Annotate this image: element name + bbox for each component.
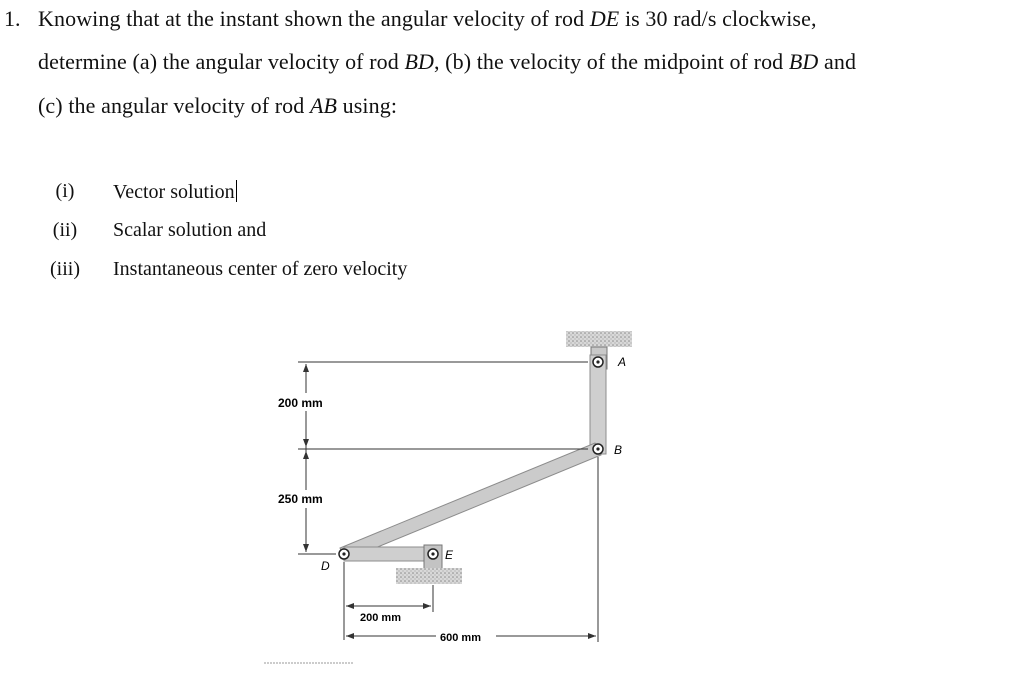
dimension-label: 200 mm [278, 396, 323, 410]
method-number: (ii) [52, 219, 78, 241]
label-b: B [614, 443, 623, 457]
problem-text: using: [337, 93, 398, 118]
method-number: (iii) [50, 258, 80, 280]
rod-ab [590, 355, 606, 454]
ground-support [396, 568, 462, 584]
question-number: 1. [4, 6, 21, 31]
label-a: A [618, 355, 627, 369]
method-text: Scalar solution and [113, 219, 267, 241]
problem-text: is 30 rad/s clockwise, [619, 6, 817, 31]
dimension-label: 250 mm [278, 492, 323, 506]
dimension-label: 200 mm [360, 612, 401, 624]
rod-de [344, 547, 434, 561]
problem-text: (c) the angular velocity of rod [38, 93, 310, 118]
rod-label: AB [309, 93, 338, 118]
rod-label: BD [788, 49, 819, 74]
method-number: (i) [55, 180, 75, 202]
method-text: Instantaneous center of zero velocity [113, 258, 408, 280]
label-e: E [445, 548, 454, 562]
label-d: D [321, 559, 330, 573]
problem-text: determine (a) the angular velocity of rod [38, 49, 405, 74]
problem-text: and [818, 49, 857, 74]
problem-text: Knowing that at the instant shown the angular velocity of rod [38, 6, 590, 31]
problem-text: , (b) the velocity of the midpoint of rod [433, 49, 789, 74]
dimension-label: 600 mm [440, 632, 481, 644]
rod-label: BD [404, 49, 434, 74]
rod-label: DE [589, 6, 620, 31]
ceiling-support [566, 331, 632, 347]
method-label: Vector solution [113, 181, 235, 203]
rod-bd [340, 443, 601, 560]
